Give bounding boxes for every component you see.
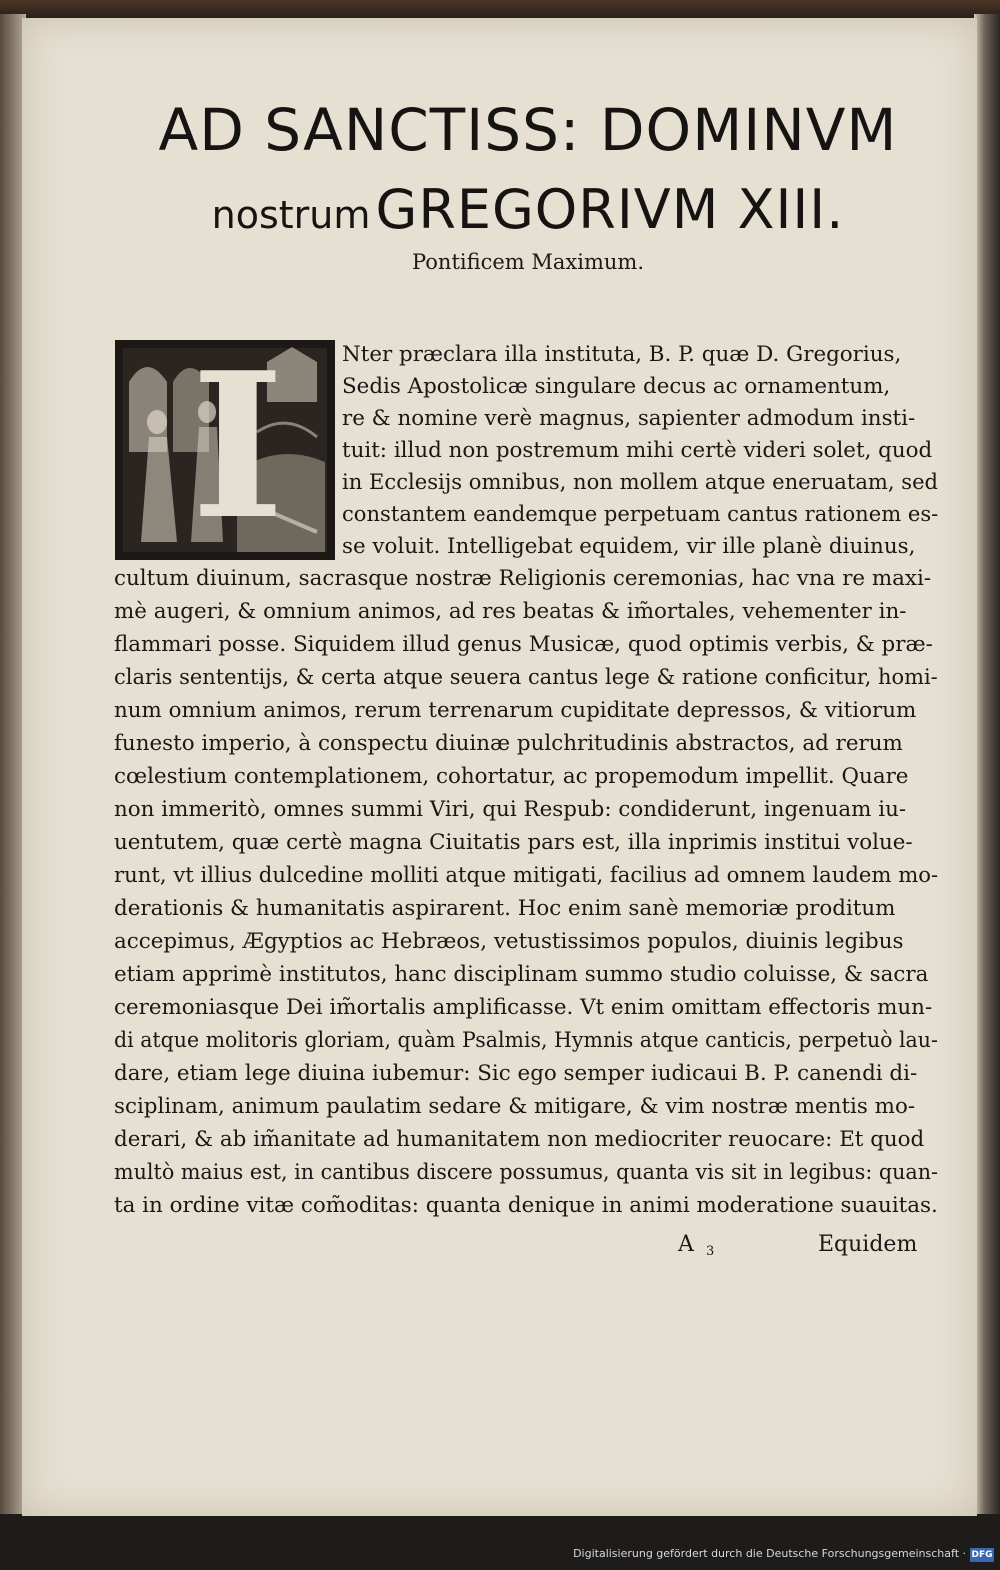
title-line-2-big: GREGORIVM XIII. (375, 178, 845, 241)
body-line: claris sententijs, & certa atque seuera cantus lege & ratione conficitur, homi- (114, 665, 938, 690)
body-line: cultum diuinum, sacrasque nostræ Religionis ceremonias, hac vna re maxi- (114, 566, 932, 591)
body-line: runt, vt illius dulcedine molliti atque mitigati, facilius ad omnem laudem mo- (114, 863, 939, 888)
body-line: non immeritò, omnes summi Viri, qui Respub: condiderunt, ingenuam iu- (114, 797, 907, 822)
body-line: Nter præclara illa instituta, B. P. quæ D. Gregorius, (342, 342, 902, 367)
dfg-logo: DFG (971, 1550, 993, 1560)
body-line: accepimus, Ægyptios ac Hebræos, vetustissimos populos, diuinis legibus (114, 929, 904, 954)
body-line: tuit: illud non postremum mihi certè videri solet, quod (342, 438, 933, 463)
signature-mark: A (678, 1232, 694, 1257)
book-page (22, 18, 977, 1516)
title-line-2 (118, 178, 938, 241)
body-line: se voluit. Intelligebat equidem, vir ille planè diuinus, (342, 534, 916, 559)
title-line-2-small: nostrum (211, 193, 371, 237)
body-line: in Ecclesijs omnibus, non mollem atque eneruatam, sed (342, 470, 939, 495)
body-line: re & nomine verè magnus, sapienter admodum insti- (342, 406, 916, 431)
book-edge-top (0, 0, 1000, 18)
body-line: sciplinam, animum paulatim sedare & mitigare, & vim nostræ mentis mo- (114, 1094, 916, 1119)
body-line: ta in ordine vitæ com̃oditas: quanta denique in animi moderatione suauitas. (114, 1193, 938, 1218)
body-line: etiam apprimè institutos, hanc disciplinam summo studio coluisse, & sacra (114, 962, 929, 987)
digitization-credit: Digitalisierung gefördert durch die Deutsche Forschungsgemeinschaft · (573, 1547, 966, 1560)
catchword: Equidem (818, 1232, 918, 1257)
body-line: cœlestium contemplationem, cohortatur, ac propemodum impellit. Quare (114, 764, 909, 789)
body-line: derari, & ab im̃anitate ad humanitatem non mediocriter reuocare: Et quod (114, 1127, 925, 1152)
body-line: flammari posse. Siquidem illud genus Musicæ, quod optimis verbis, & præ- (114, 632, 933, 657)
initial-letter: I (191, 329, 285, 564)
body-line: num omnium animos, rerum terrenarum cupiditate depressos, & vitiorum (114, 698, 917, 723)
body-line: Sedis Apostolicæ singulare decus ac ornamentum, (342, 374, 891, 399)
body-line: ceremoniasque Dei im̃ortalis amplificasse. Vt enim omittam effectoris mun- (114, 995, 933, 1020)
subtitle: Pontificem Maximum. (412, 250, 644, 274)
body-line: multò maius est, in cantibus discere possumus, quanta vis sit in legibus: quan- (114, 1160, 939, 1185)
body-line: derationis & humanitatis aspirarent. Hoc enim sanè memoriæ proditum (114, 896, 896, 921)
body-line: mè augeri, & omnium animos, ad res beatas & im̃ortales, vehementer in- (114, 599, 907, 624)
signature-number: 3 (706, 1244, 715, 1259)
title-line-1: AD SANCTISS: DOMINVM (158, 96, 898, 164)
decorated-initial (115, 329, 335, 564)
body-line: dare, etiam lege diuina iubemur: Sic ego semper iudicaui B. P. canendi di- (114, 1061, 918, 1086)
body-line: di atque molitoris gloriam, quàm Psalmis, Hymnis atque canticis, perpetuò lau- (114, 1028, 938, 1053)
book-edge-right (974, 14, 1000, 1514)
body-line: funesto imperio, à conspectu diuinæ pulchritudinis abstractos, ad rerum (114, 731, 903, 756)
body-line: constantem eandemque perpetuam cantus rationem es- (342, 502, 939, 527)
body-line: uentutem, quæ certè magna Ciuitatis pars est, illa inprimis institui volue- (114, 830, 913, 855)
